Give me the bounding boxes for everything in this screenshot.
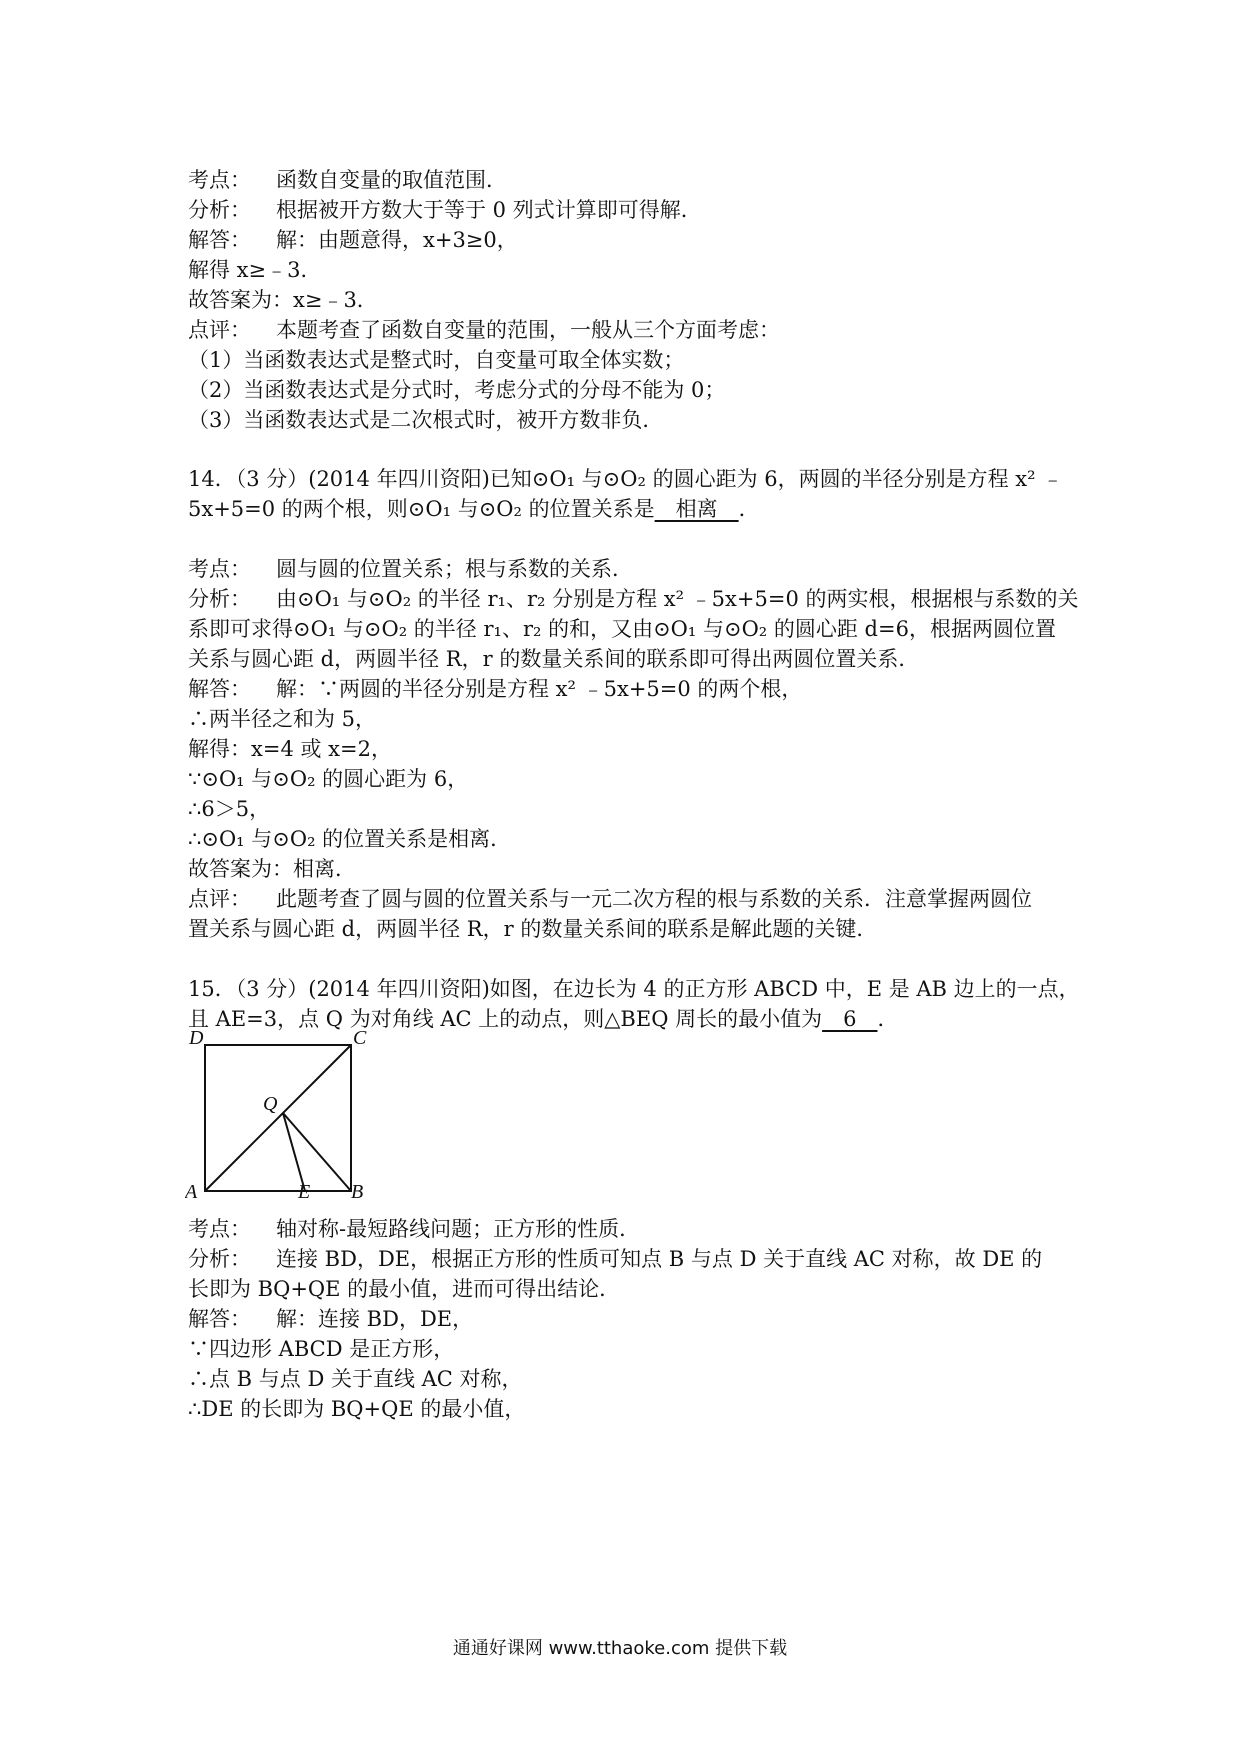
q15-fenxi: 分析： 连接 BD，DE，根据正方形的性质可知点 B 与点 D 关于直线 AC 对称，故 DE 的: [188, 1247, 1043, 1271]
label-b: B: [351, 1181, 364, 1200]
q14-fenxi-line3: 关系与圆心距 d，两圆半径 R，r 的数量关系间的联系即可得出两圆位置关系．: [188, 647, 920, 671]
q14-stem-line2: 5x+5=0 的两个根，则⊙O₁ 与⊙O₂ 的位置关系是 相离 ．: [188, 497, 760, 521]
q13-point-3: （3）当函数表达式是二次根式时，被开方数非负．: [188, 408, 664, 432]
q14-step-1: ∴两半径之和为 5，: [188, 707, 377, 731]
q14-step-3: ∵⊙O₁ 与⊙O₂ 的圆心距为 6，: [188, 767, 469, 791]
q14-jieda: 解答： 解：∵两圆的半径分别是方程 x² ﹣5x+5=0 的两个根，: [188, 677, 803, 701]
q13-solve: 解得 x≥﹣3．: [188, 258, 322, 282]
q14-stem-line1: 14．（3 分）(2014 年四川资阳)已知⊙O₁ 与⊙O₂ 的圆心距为 6，两圆的半径分别是方程 x² ﹣: [188, 467, 1064, 491]
q15-jieda: 解答： 解：连接 BD，DE，: [188, 1307, 474, 1331]
q13-fenxi: 分析： 根据被开方数大于等于 0 列式计算即可得解．: [188, 198, 702, 222]
q15-stem-line1: 15．（3 分）(2014 年四川资阳)如图，在边长为 4 的正方形 ABCD 中，E 是 AB 边上的一点，: [188, 977, 1080, 1001]
q14-kaodian: 考点： 圆与圆的位置关系；根与系数的关系．: [188, 557, 633, 581]
q15-fenxi-line2: 长即为 BQ+QE 的最小值，进而可得出结论．: [188, 1277, 621, 1301]
q13-jieda: 解答： 解：由题意得，x+3≥0，: [188, 228, 518, 252]
q15-step-2: ∴点 B 与点 D 关于直线 AC 对称，: [188, 1367, 523, 1391]
square-figure: [185, 1030, 370, 1200]
q14-answer: 相离: [654, 497, 739, 521]
q15-step-3: ∴DE 的长即为 BQ+QE 的最小值，: [188, 1397, 526, 1421]
q14-step-6: 故答案为：相离．: [188, 857, 356, 881]
q13-kaodian: 考点： 函数自变量的取值范围．: [188, 168, 507, 192]
q13-dianping: 点评： 本题考查了函数自变量的范围，一般从三个方面考虑：: [188, 318, 780, 342]
label-d: D: [189, 1030, 204, 1049]
label-q: Q: [263, 1093, 278, 1115]
q13-answer: 故答案为：x≥﹣3．: [188, 288, 378, 312]
q15-kaodian: 考点： 轴对称-最短路线问题；正方形的性质．: [188, 1217, 641, 1241]
q14-dianping: 点评： 此题考查了圆与圆的位置关系与一元二次方程的根与系数的关系．注意掌握两圆位: [188, 887, 1032, 911]
q15-step-1: ∵四边形 ABCD 是正方形，: [188, 1337, 455, 1361]
label-c: C: [353, 1030, 367, 1049]
label-a: A: [185, 1181, 198, 1200]
q13-point-1: （1）当函数表达式是整式时，自变量可取全体实数；: [188, 348, 685, 372]
page-footer: 通通好课网 www.tthaoke.com 提供下载: [452, 1638, 788, 1659]
q15-stem-line2: 且 AE=3，点 Q 为对角线 AC 上的动点，则△BEQ 周长的最小值为 6 ．: [188, 1007, 899, 1031]
diagonal-ac: [205, 1045, 351, 1191]
q14-step-5: ∴⊙O₁ 与⊙O₂ 的位置关系是相离．: [188, 827, 512, 851]
label-e: E: [298, 1181, 311, 1200]
q14-fenxi-line2: 系即可求得⊙O₁ 与⊙O₂ 的半径 r₁、r₂ 的和，又由⊙O₁ 与⊙O₂ 的圆心距 d=6，根据两圆位置: [188, 617, 1056, 641]
q14-step-4: ∴6＞5，: [188, 797, 271, 821]
q14-dianping-line2: 置关系与圆心距 d，两圆半径 R，r 的数量关系间的联系是解此题的关键．: [188, 917, 878, 941]
q14-fenxi: 分析： 由⊙O₁ 与⊙O₂ 的半径 r₁、r₂ 分别是方程 x² ﹣5x+5=0 的两实根，根据根与系数的关: [188, 587, 1079, 611]
q13-point-2: （2）当函数表达式是分式时，考虑分式的分母不能为 0；: [188, 378, 726, 402]
q15-answer: 6: [822, 1007, 878, 1031]
q14-step-2: 解得：x=4 或 x=2，: [188, 737, 392, 761]
